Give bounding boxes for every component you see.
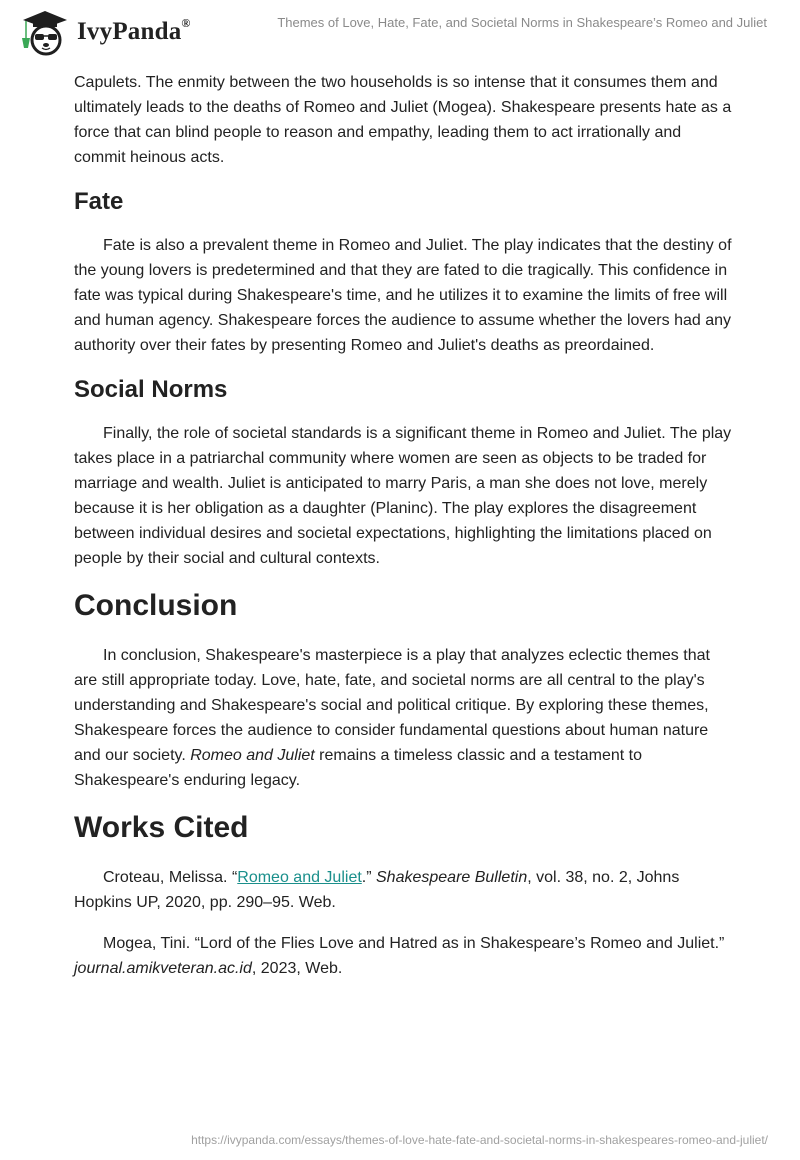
document-title: Themes of Love, Hate, Fate, and Societal Norms in Shakespeare’s Romeo and Juliet [277,15,767,30]
citation-croteau: Croteau, Melissa. “Romeo and Juliet.” Shakespeare Bulletin, vol. 38, no. 2, Johns Hopkins UP, 2020, pp. 290–95. Web. [74,869,680,911]
section-heading-fate: Fate [74,188,124,215]
panda-graduation-cap-icon [19,8,71,56]
ivypanda-logo[interactable] [19,8,191,56]
source-url[interactable]: https://ivypanda.com/essays/themes-of-love-hate-fate-and-societal-norms-in-shakespeares-romeo-and-juliet/ [191,1133,768,1147]
citation-link-romeo-and-juliet[interactable]: Romeo and Juliet [237,869,362,886]
social-norms-paragraph: Finally, the role of societal standards is a significant theme in Romeo and Juliet. The play takes place in a patriarchal community where women are seen as objects to be traded for marriage and wealth. Juliet is anticipated to marry Paris, a man she does not love, merely because it is her obligation as a daughter (Planinc). The play explores the disagreement between individual desires and societal expectations, highlighting the limitations placed on people by their social and cultural contexts. [74,425,732,567]
essay-body [74,70,734,981]
conclusion-heading: Conclusion [74,589,238,622]
page-header [0,0,800,60]
play-title: Romeo and Juliet [190,747,315,764]
section-heading-social-norms: Social Norms [74,376,228,403]
intro-paragraph: Capulets. The enmity between the two households is so intense that it consumes them and ultimately leads to the deaths of Romeo and Juliet (Mogea). Shakespeare presents hate as a force that can blind people to reason and empathy, leading them to act irrationally and commit heinous acts. [74,74,732,166]
conclusion-paragraph: In conclusion, Shakespeare's masterpiece is a play that analyzes eclectic themes that are still appropriate today. Love, hate, fate, and societal norms are all central to the play's understanding and Shakespeare's social and political critique. By exploring these themes, Shakespeare forces the audience to consider fundamental questions about human nature and our society. Romeo and Juliet remains a timeless classic and a testament to Shakespeare's enduring legacy. [74,647,710,789]
fate-paragraph: Fate is also a prevalent theme in Romeo and Juliet. The play indicates that the destiny of the young lovers is predetermined and that they are fated to die tragically. This confidence in fate was typical during Shakespeare's time, and he utilizes it to examine the limits of free will and human agency. Shakespeare forces the audience to assume whether the lovers had any authority over their fates by presenting Romeo and Juliet's deaths as preordained. [74,237,732,354]
brand-name: IvyPanda® [77,16,191,45]
citation-mogea: Mogea, Tini. “Lord of the Flies Love and Hatred as in Shakespeare’s Romeo and Juliet.” journal.amikveteran.ac.id, 2023, Web. [74,935,725,977]
works-cited-heading: Works Cited [74,811,249,844]
